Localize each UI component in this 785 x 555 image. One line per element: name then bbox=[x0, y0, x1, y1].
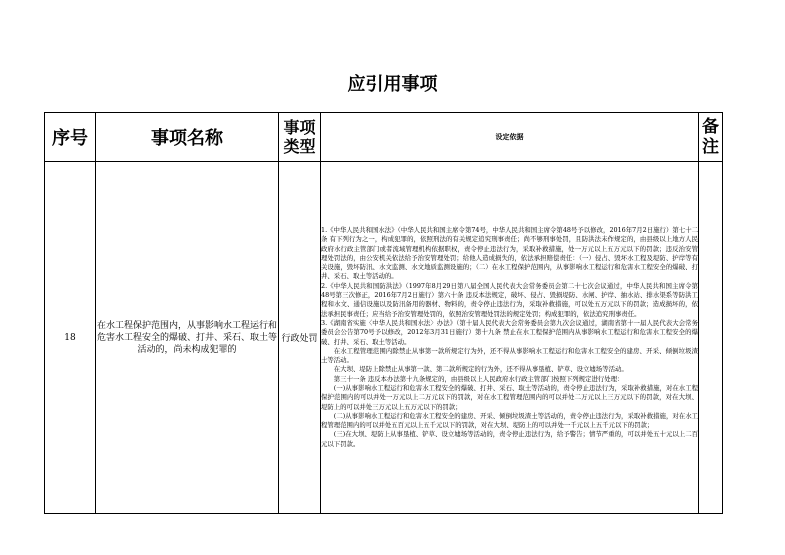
basis-paragraph: 在水工程管理范围内除禁止从事第一款所规定行为外，还不得从事影响水工程运行和危害水工程安全的建房、开采、倾倒垃圾渣土等活动。 bbox=[321, 346, 698, 365]
basis-paragraph: (二)从事影响水工程运行和危害水工程安全的建房、开采、倾倒垃圾渣土等活动的，责令停止违法行为，采取补救措施，对在水工程管理范围内的可以并处五百元以上五千元以下的罚款，对在大坝、堤防上的可以并处一千元以上五千元以下的罚款； bbox=[321, 411, 698, 430]
row-seq: 18 bbox=[45, 162, 96, 514]
basis-paragraph: 2.《中华人民共和国防洪法》（1997年8月29日第八届全国人民代表大会常务委员会第二十七次会议通过，中华人民共和国主席令第48号第三次修正，2016年7月2日施行）第六十条 违反本法规定，破坏、侵占、毁损堤防、水闸、护岸、抽水站、排水渠系等防洪工程和水文、通信设施以及防汛备用的器材、物料的，责令停止违法行为，采取补救措施，可以处五万元以下的罚款；造成损坏的，依法承担民事责任；应当给予治安管理处罚的，依照治安管理处罚法的规定处罚；构成犯罪的，依法追究刑事责任。 bbox=[321, 281, 698, 318]
row-basis bbox=[321, 162, 699, 514]
row-name: 在水工程保护范围内，从事影响水工程运行和危害水工程安全的爆破、打井、采石、取土等活动的，尚未构成犯罪的 bbox=[96, 162, 279, 514]
header-name: 事项名称 bbox=[96, 113, 279, 162]
table-header-row bbox=[45, 113, 723, 162]
matters-table bbox=[44, 112, 723, 514]
header-seq: 序号 bbox=[45, 113, 96, 162]
basis-paragraph: 1.《中华人民共和国水法》（中华人民共和国主席令第74号，中华人民共和国主席令第48号予以修改，2016年7月2日施行）第七十二条 有下列行为之一，构成犯罪的，依照刑法的有关规定追究刑事责任；尚不够刑事处罚，且防洪法未作规定的，由县级以上地方人民政府水行政主管部门或者流域管理机构依据职权，责令停止违法行为，采取补救措施，处一万元以上五万元以下的罚款；违反治安管理处罚法的，由公安机关依法给予治安管理处罚；给他人造成损失的，依法承担赔偿责任：（一）侵占、毁坏水工程及堤防、护岸等有关设施，毁坏防汛、水文监测、水文地质监测设施的；（二）在水工程保护范围内，从事影响水工程运行和危害水工程安全的爆破、打井、采石、取土等活动的。 bbox=[321, 225, 698, 281]
header-basis: 设定依据 bbox=[321, 113, 699, 162]
basis-paragraph: 在大坝、堤防上除禁止从事第一款、第二款所规定的行为外，还不得从事垦植、铲草、设立墟场等活动。 bbox=[333, 365, 628, 374]
basis-paragraph: (一)从事影响水工程运行和危害水工程安全的爆破、打井、采石、取土等活动的，责令停止违法行为，采取补救措施，对在水工程保护范围内的可以并处一万元以上二万元以下的罚款，对在水工程管理范围内的可以并处二万元以上三万元以下的罚款，对在大坝、堤防上的可以并处三万元以上五万元以下的罚款； bbox=[321, 383, 698, 411]
row-type: 行政处罚 bbox=[279, 162, 321, 514]
page-title: 应引用事项 bbox=[347, 74, 438, 95]
basis-paragraph: 第三十一条 违反本办法第十九条规定的，由县级以上人民政府水行政主管部门按照下列规定进行处理： bbox=[333, 374, 624, 383]
basis-paragraph: (三)在大坝、堤防上从事垦植、铲草、设立墟场等活动的，责令停止违法行为，给予警告；情节严重的，可以并处五十元以上二百元以下罚款。 bbox=[321, 430, 698, 448]
header-type: 事项类型 bbox=[279, 113, 321, 162]
row-note bbox=[699, 162, 723, 514]
table-row bbox=[45, 162, 723, 514]
header-note: 备注 bbox=[699, 113, 723, 162]
basis-paragraph: 3.《湖南省实施〈中华人民共和国水法〉办法》（第十届人民代表大会常务委员会第九次会议通过，湖南省第十一届人民代表大会常务委员会公告第70号予以修改，2012年3月31日施行）第十九条 禁止在水工程保护范围内从事影响水工程运行和危害水工程安全的爆破、打井、采石、取土等活动。 bbox=[321, 318, 698, 346]
